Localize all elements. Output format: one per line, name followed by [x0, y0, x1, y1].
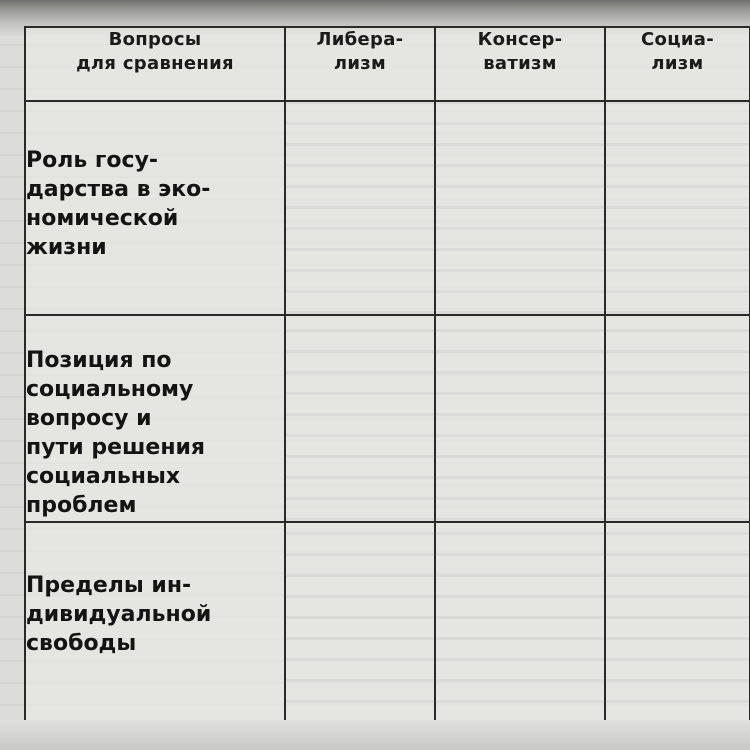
table-row — [25, 315, 750, 522]
comparison-table — [24, 26, 750, 726]
answer-cell-socialism — [605, 315, 750, 522]
header-liberalism — [285, 27, 435, 101]
header-conservatism — [435, 27, 605, 101]
page-bottom-edge — [0, 720, 750, 750]
header-conservatism-label: Консер- ватизм — [477, 29, 563, 74]
question-cell — [25, 522, 285, 725]
answer-cell-conservatism — [435, 315, 605, 522]
question-cell — [25, 101, 285, 314]
answer-cell-liberalism — [285, 101, 435, 314]
header-row — [25, 27, 750, 101]
question-social-issue: Позиция по социальному вопросу и пути решения социальных проблем — [26, 347, 206, 518]
answer-cell-liberalism — [285, 522, 435, 725]
header-questions-label: Вопросы для сравнения — [76, 29, 234, 74]
header-socialism — [605, 27, 750, 101]
question-cell — [25, 315, 285, 522]
answer-cell-conservatism — [435, 101, 605, 314]
table-row — [25, 101, 750, 314]
question-individual-freedom: Пределы ин- дивидуальной свободы — [26, 572, 212, 656]
answer-cell-socialism — [605, 101, 750, 314]
table-row — [25, 522, 750, 725]
answer-cell-socialism — [605, 522, 750, 725]
header-liberalism-label: Либера- лизм — [316, 29, 404, 74]
answer-cell-conservatism — [435, 522, 605, 725]
answer-cell-liberalism — [285, 315, 435, 522]
question-state-economy: Роль госу- дарства в эко- номической жизни — [26, 148, 211, 261]
header-socialism-label: Социа- лизм — [641, 29, 714, 74]
header-questions — [25, 27, 285, 101]
